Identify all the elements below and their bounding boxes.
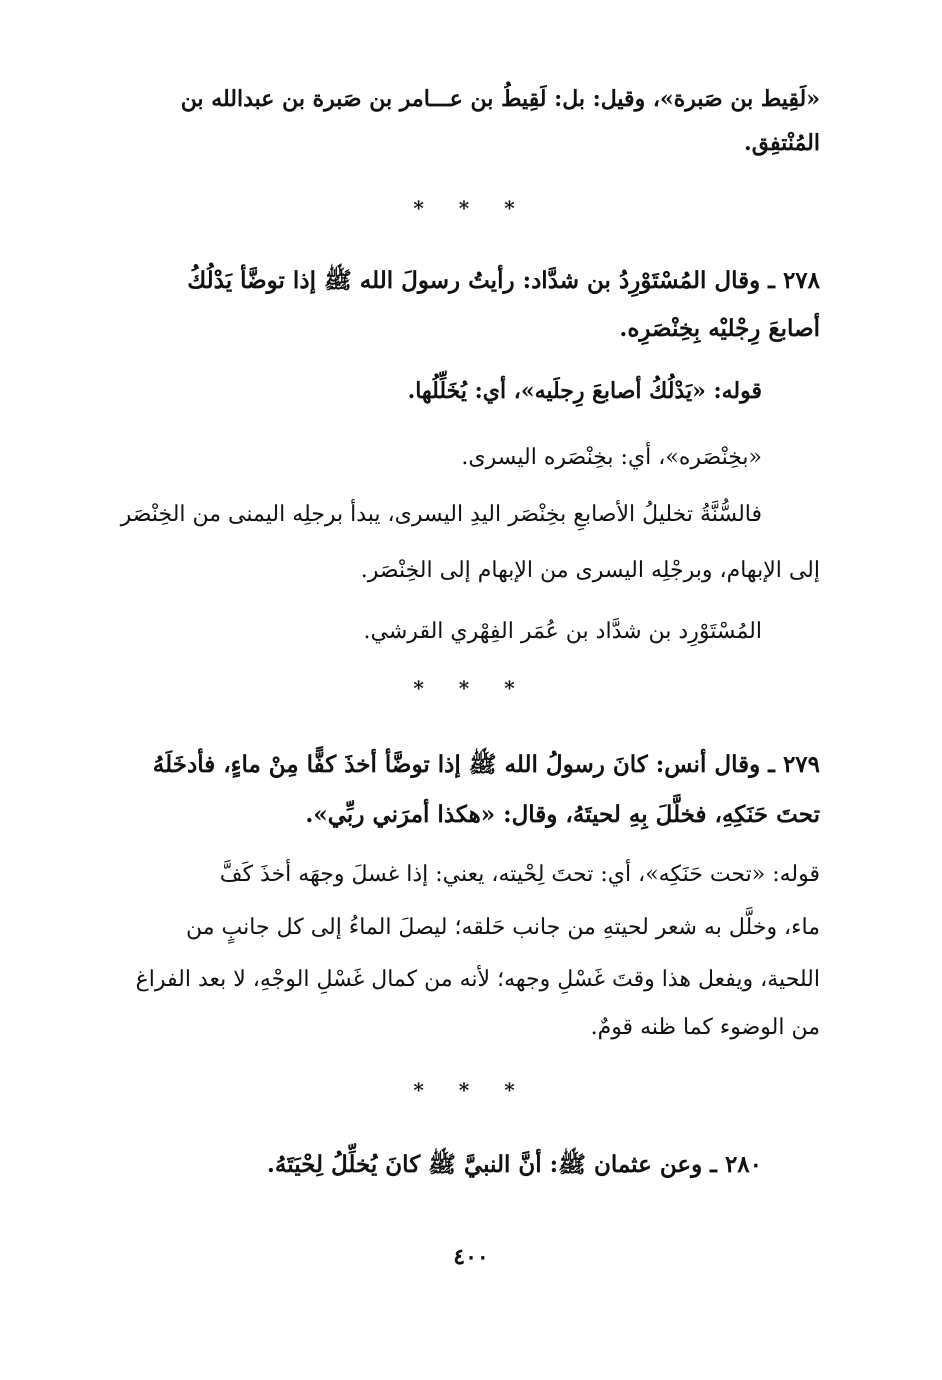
hadith-279-comment-line-2: ماء، وخلَّل به شعر لحيتهِ من جانب حَلقه؛ ليصلَ الماءُ إلى كل جانبٍ من [186,915,820,940]
section-separator: * * * [413,1078,529,1102]
hadith-278-comment-2: «بخِنْصَره»، أي: بخِنْصَره اليسرى. [461,445,762,470]
hadith-278-comment-4: المُسْتَوْرِد بن شدَّاد بن عُمَر الفِهْري القرشي. [363,619,762,644]
hadith-279-comment-line-4: من الوضوء كما ظنه قومٌ. [590,1015,820,1040]
hadith-279-comment-line-1: قوله: «تحت حَنَكِه»، أي: تحتَ لِحْيته، يعني: إذا غسلَ وجهَه أخذَ كَفَّ [219,862,820,887]
page-number: ٤٠٠ [453,1244,489,1270]
hadith-279-line-1: ٢٧٩ ـ وقال أنس: كانَ رسولُ الله ﷺ إذا توضَّأ أخذَ كفًّا مِنْ ماءٍ، فأدخَلَهُ [152,751,820,778]
hadith-278-comment-3-line-1: فالسُّنَّةُ تخليلُ الأصابعِ بخِنْصَر اليدِ اليسرى، يبدأ برجلِه اليمنى من الخِنْصَر [120,502,762,527]
hadith-280-line-1: ٢٨٠ ـ وعن عثمان ﷺ: أنَّ النبيَّ ﷺ كانَ يُخلِّلُ لِحْيَتَهُ. [266,1151,762,1178]
intro-line-1: «لَقِيط بن صَبرة»، وقيل: بل: لَقِيطُ بن عـــامر بن صَبرة بن عبدالله بن [180,86,820,112]
section-separator: * * * [413,196,529,220]
hadith-278-comment-3-line-2: إلى الإبهام، وبرجْلِه اليسرى من الإبهام إلى الخِنْصَر. [360,558,820,583]
hadith-278-line-1: ٢٧٨ ـ وقال المُسْتَوْرِدُ بن شدَّاد: رأيتُ رسولَ الله ﷺ إذا توضَّأ يَدْلُكُ [187,267,820,294]
intro-line-2: المُنْتفِق. [744,130,820,156]
section-separator: * * * [413,676,529,700]
hadith-279-line-2: تحتَ حَنَكِهِ، فخلَّلَ بِهِ لحيتَهُ، وقال: «هكذا أمرَني ربِّي». [305,801,820,828]
hadith-279-comment-line-3: اللحية، ويفعل هذا وقتَ غَسْلِ وجهه؛ لأنه من كمال غَسْلِ الوجْهِ، لا بعد الفراغ [135,967,820,992]
hadith-278-line-2: أصابعَ رِجْليْه بِخِنْصَرِه. [619,315,820,342]
hadith-278-comment-1: قوله: «يَدْلُكُ أصابعَ رِجلَيه»، أي: يُخَلِّلُها. [407,378,762,404]
